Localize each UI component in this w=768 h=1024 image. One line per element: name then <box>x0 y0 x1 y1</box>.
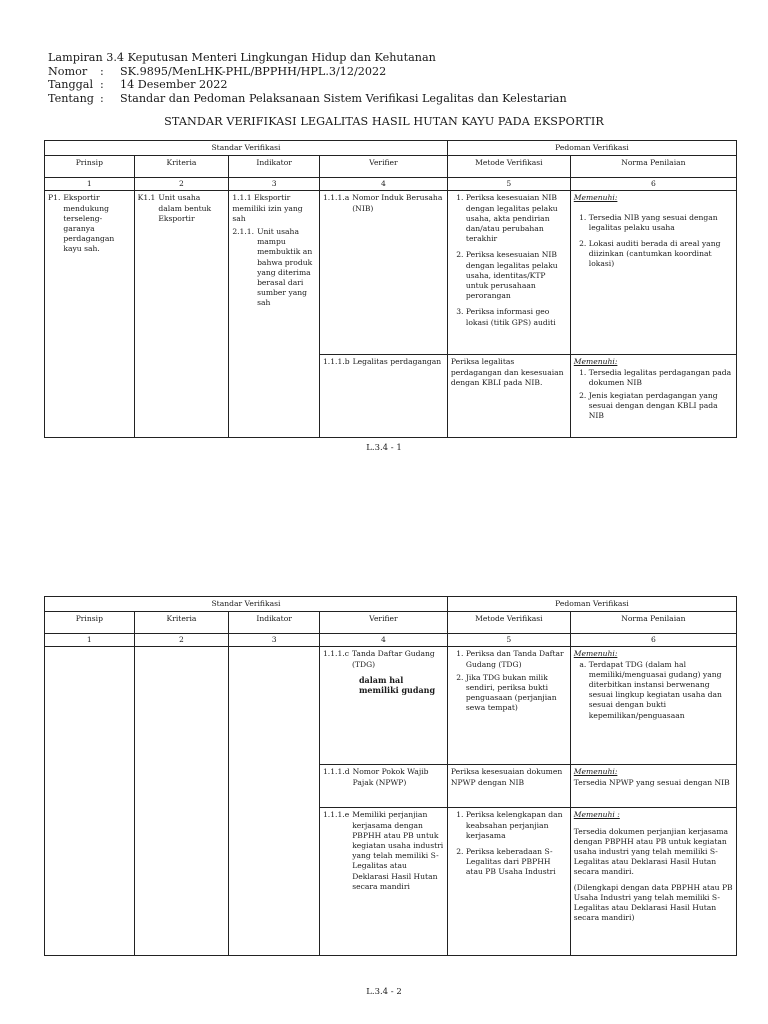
col-number: 6 <box>570 634 736 647</box>
kriteria-cell-empty <box>134 647 229 956</box>
norma-list <box>574 368 733 422</box>
norma-list <box>574 660 733 721</box>
norma-cell <box>570 647 736 765</box>
verifier-text: Legalitas perdagangan <box>352 357 442 367</box>
kriteria-text: Unit usaha dalam bentuk Eksportir <box>158 193 212 223</box>
verifier-code: 1.1.1.d <box>322 767 350 777</box>
col-number: 3 <box>229 178 320 191</box>
norma-paragraph: Tersedia dokumen perjanjian kerjasama dengan PBPHH atau PB untuk kegiatan usaha industri yang telah memiliki S-Legalitas atau Deklarasi Hasil Hutan secara mandiri. <box>573 826 729 877</box>
indikator-1-text: Eksportir memiliki izin yang sah <box>232 193 303 223</box>
prinsip-text: Eksportir mendukung terseleng-garanya perdagangan kayu sah. <box>63 193 115 254</box>
norma-item: 2. Jenis kegiatan perdagangan yang sesuai dengan dengan KBLI pada NIB <box>589 391 733 422</box>
verifier-cell <box>319 355 447 438</box>
tentang-colon: : <box>100 91 104 105</box>
indikator-2-code: 2.1.1. <box>232 227 255 237</box>
metode-cell: Periksa kesesuaian dokumen NPWP dengan NIB <box>447 765 570 808</box>
indikator-cell-empty <box>229 647 320 956</box>
tentang-key: Tentang <box>48 91 94 105</box>
norma-cell <box>570 191 736 355</box>
memenuhi-label: Memenuhi : <box>573 810 620 820</box>
metode-item: 2. Jika TDG bukan milik sendiri, periksa bukti penguasaan (perjanjian sewa tempat) <box>466 673 567 714</box>
norma-list <box>574 213 733 270</box>
norma-item: a. Terdapat TDG (dalam hal memiliki/menguasai gudang) yang diterbitkan instansi berwenang sesuai lingkup kegiatan usaha dan sesuai dengan bukti kepemilikan/penguasaan <box>589 660 733 721</box>
kriteria-cell <box>134 191 229 438</box>
col-header-metode: Metode Verifikasi <box>447 156 570 178</box>
col-header-norma: Norma Penilaian <box>570 612 736 634</box>
memenuhi-label: Memenuhi: <box>573 649 618 659</box>
nomor-colon: : <box>100 64 104 78</box>
prinsip-code: P1. <box>48 193 61 203</box>
verifier-text: Nomor Induk Berusaha (NIB) <box>352 193 443 213</box>
tentang-value: Standar dan Pedoman Pelaksanaan Sistem Verifikasi Legalitas dan Kelestarian <box>120 91 567 105</box>
nomor-key: Nomor <box>48 64 88 78</box>
col-number: 5 <box>447 178 570 191</box>
col-number: 3 <box>229 634 320 647</box>
verifier-cell <box>319 647 447 765</box>
nomor-row <box>48 65 567 79</box>
norma-cell <box>570 355 736 438</box>
tanggal-row <box>48 78 567 92</box>
metode-list <box>451 810 567 877</box>
verifier-cell <box>319 765 447 808</box>
metode-list <box>451 649 567 713</box>
memenuhi-label: Memenuhi: <box>573 767 618 777</box>
indikator-2 <box>232 227 316 309</box>
indikator-1 <box>232 193 316 224</box>
verifier-note: dalam hal memiliki gudang <box>358 674 436 696</box>
norma-item: 1. Tersedia NIB yang sesuai dengan legalitas pelaku usaha <box>589 213 733 233</box>
indikator-1-code: 1.1.1 <box>232 193 252 203</box>
verifier-text: Memiliki perjanjian kerjasama dengan PBPHH atau PB untuk kegiatan usaha industri yang telah memiliki S-Legalitas atau Deklarasi Hasil Hutan secara mandiri <box>352 810 444 891</box>
col-number: 1 <box>45 178 135 191</box>
verifier-code: 1.1.1.b <box>322 357 350 367</box>
memenuhi-label: Memenuhi: <box>573 357 618 367</box>
metode-list <box>451 193 567 327</box>
page-number-2: L.3.4 - 2 <box>366 987 402 997</box>
document-title: STANDAR VERIFIKASI LEGALITAS HASIL HUTAN KAYU PADA EKSPORTIR <box>164 115 604 128</box>
col-number: 4 <box>319 634 447 647</box>
nomor-value: SK.9895/MenLHK-PHL/BPPHH/HPL.3/12/2022 <box>120 64 387 78</box>
verifier-text: Tanda Daftar Gudang (TDG) <box>351 649 435 669</box>
metode-item: 2. Periksa keberadaan S-Legalitas dari PBPHH atau PB Usaha Industri <box>466 847 567 878</box>
memenuhi-label: Memenuhi: <box>573 193 618 203</box>
col-number: 4 <box>319 178 447 191</box>
group-header-pedoman: Pedoman Verifikasi <box>447 141 736 156</box>
tanggal-key: Tanggal <box>48 78 94 92</box>
kriteria-code: K1.1 <box>137 193 156 203</box>
metode-cell <box>447 647 570 765</box>
indikator-2-text: Unit usaha mampu membuktik an bahwa produk yang diterima berasal dari sumber yang sah <box>257 227 313 308</box>
metode-cell: Periksa legalitas perdagangan dan kesesuaian dengan KBLI pada NIB. <box>447 355 570 438</box>
verifier-code: 1.1.1.a <box>322 193 350 203</box>
group-header-standar: Standar Verifikasi <box>45 141 448 156</box>
verifier-code: 1.1.1.e <box>322 810 350 820</box>
col-header-indikator: Indikator <box>229 156 320 178</box>
prinsip-cell <box>45 191 135 438</box>
metode-item: 1. Periksa kelengkapan dan keabsahan perjanjian kerjasama <box>466 810 567 841</box>
metode-item: 1. Periksa dan Tanda Daftar Gudang (TDG) <box>466 649 567 669</box>
verifier-text: Nomor Pokok Wajib Pajak (NPWP) <box>352 767 429 787</box>
col-header-prinsip: Prinsip <box>45 612 135 634</box>
norma-paragraph: (Dilengkapi dengan data PBPHH atau PB Usaha Industri yang telah memiliki S-Legalitas atau Deklarasi Hasil Hutan secara mandiri) <box>573 882 733 923</box>
tentang-row <box>48 92 567 106</box>
tanggal-colon: : <box>100 78 104 92</box>
indikator-cell <box>229 191 320 438</box>
norma-cell <box>570 808 736 956</box>
metode-item: 1. Periksa kesesuaian NIB dengan legalitas pelaku usaha, akta pendirian dan/atau perubahan terakhir <box>466 193 567 244</box>
metode-cell <box>447 808 570 956</box>
document-header <box>48 51 567 105</box>
group-header-standar: Standar Verifikasi <box>45 597 448 612</box>
col-header-prinsip: Prinsip <box>45 156 135 178</box>
group-header-pedoman: Pedoman Verifikasi <box>447 597 736 612</box>
col-header-verifier: Verifier <box>319 156 447 178</box>
verifier-cell <box>319 808 447 956</box>
col-number: 6 <box>570 178 736 191</box>
norma-text: Tersedia NPWP yang sesuai dengan NIB <box>573 777 730 787</box>
tanggal-value: 14 Desember 2022 <box>120 78 228 92</box>
lampiran-line: Lampiran 3.4 Keputusan Menteri Lingkungan Hidup dan Kehutanan <box>48 51 436 64</box>
col-header-norma: Norma Penilaian <box>570 156 736 178</box>
metode-cell <box>447 191 570 355</box>
verification-table-page-1 <box>44 140 737 438</box>
verification-table-page-2 <box>44 596 737 956</box>
page-number-1: L.3.4 - 1 <box>366 443 402 453</box>
norma-cell <box>570 765 736 808</box>
col-number: 5 <box>447 634 570 647</box>
col-header-metode: Metode Verifikasi <box>447 612 570 634</box>
metode-item: 2. Periksa kesesuaian NIB dengan legalitas pelaku usaha, identitas/KTP untuk perusahaan perorangan <box>466 250 567 301</box>
col-number: 1 <box>45 634 135 647</box>
col-header-verifier: Verifier <box>319 612 447 634</box>
metode-item: 3. Periksa informasi geo lokasi (titik GPS) auditi <box>466 307 567 327</box>
prinsip-cell-empty <box>45 647 135 956</box>
norma-item: 2. Lokasi auditi berada di areal yang diizinkan (cantumkan koordinat lokasi) <box>589 239 733 270</box>
col-number: 2 <box>134 178 229 191</box>
verifier-code: 1.1.1.c <box>322 649 349 659</box>
col-header-kriteria: Kriteria <box>134 156 229 178</box>
col-header-kriteria: Kriteria <box>134 612 229 634</box>
norma-item: 1. Tersedia legalitas perdagangan pada dokumen NIB <box>589 368 733 388</box>
verifier-cell <box>319 191 447 355</box>
col-number: 2 <box>134 634 229 647</box>
col-header-indikator: Indikator <box>229 612 320 634</box>
